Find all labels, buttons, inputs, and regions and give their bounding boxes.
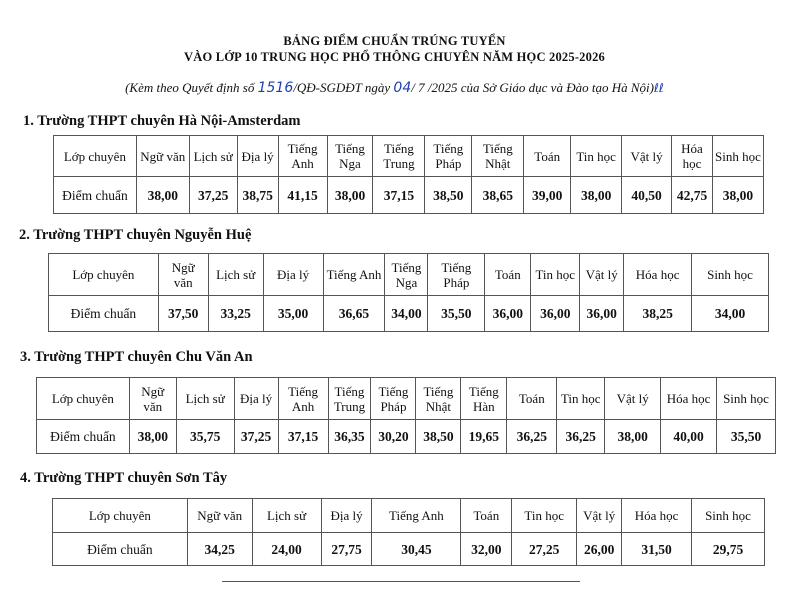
score-cell: 36,00 [485,296,531,332]
subject-cell: Sinh học [712,136,763,177]
subject-cell: Vật lý [622,136,672,177]
score-table-2 [48,253,769,332]
subject-cell: Tiếng Anh [278,378,328,420]
subject-cell: Tiếng Hàn [461,378,507,420]
score-cell: 26,00 [577,533,622,566]
subject-cell: Hóa học [672,136,713,177]
score-cell: 38,00 [605,420,661,454]
score-cell: 34,00 [692,296,769,332]
score-cell: 35,75 [176,420,234,454]
row-label: Lớp chuyên [37,378,130,420]
score-cell: 38,00 [136,177,189,214]
subject-cell: Tiếng Nhật [416,378,461,420]
subject-cell: Vật lý [580,254,624,296]
score-cell: 42,75 [672,177,713,214]
score-cell: 38,00 [327,177,373,214]
subject-cell: Ngữ văn [136,136,189,177]
score-label: Điểm chuẩn [53,533,188,566]
subject-cell: Lịch sử [252,499,321,533]
subject-cell: Sinh học [692,254,769,296]
subject-cell: Ngữ văn [129,378,176,420]
bottom-divider [222,581,580,582]
subject-cell: Địa lý [263,254,323,296]
decree-prefix: (Kèm theo Quyết định số [125,80,255,95]
score-cell: 38,00 [129,420,176,454]
score-cell: 36,00 [531,296,580,332]
score-cell: 32,00 [461,533,512,566]
document-subtitle: VÀO LỚP 10 TRUNG HỌC PHỔ THÔNG CHUYÊN NĂM HỌC 2025-2026 [184,50,605,64]
score-cell: 39,00 [524,177,571,214]
subject-cell: Địa lý [321,499,372,533]
score-cell: 41,15 [278,177,327,214]
score-cell: 35,00 [263,296,323,332]
subject-cell: Tiếng Pháp [428,254,485,296]
decree-reference [0,80,789,96]
score-cell: 35,50 [717,420,776,454]
decree-mid: /QĐ-SGDĐT ngày [293,80,391,95]
score-label: Điểm chuẩn [37,420,130,454]
subject-cell: Tiếng Nga [385,254,428,296]
score-cell: 36,25 [557,420,605,454]
score-cell: 38,50 [425,177,472,214]
row-label: Lớp chuyên [54,136,137,177]
subject-cell: Tin học [512,499,577,533]
score-table-3 [36,377,776,454]
subject-cell: Sinh học [717,378,776,420]
score-cell: 36,65 [323,296,385,332]
score-cell: 34,00 [385,296,428,332]
subject-cell: Ngữ văn [158,254,208,296]
decree-suffix: / 7 /2025 của Sở Giáo dục và Đào tạo Hà Nội) [411,80,654,95]
score-cell: 27,75 [321,533,372,566]
subject-cell: Ngữ văn [187,499,252,533]
score-table-4 [52,498,765,566]
score-cell: 27,25 [512,533,577,566]
subject-cell: Tin học [557,378,605,420]
subject-cell: Hóa học [661,378,717,420]
score-cell: 38,75 [237,177,278,214]
subject-cell: Lịch sử [189,136,237,177]
score-cell: 30,45 [372,533,461,566]
score-cell: 30,20 [371,420,416,454]
score-cell: 40,50 [622,177,672,214]
subject-cell: Hóa học [622,499,692,533]
subject-cell: Toán [485,254,531,296]
subject-cell: Toán [507,378,557,420]
score-cell: 37,15 [373,177,425,214]
subject-cell: Tin học [531,254,580,296]
subject-cell: Hóa học [624,254,692,296]
score-cell: 40,00 [661,420,717,454]
subject-cell: Tiếng Trung [373,136,425,177]
subject-cell: Tin học [571,136,622,177]
score-cell: 38,25 [624,296,692,332]
subject-cell: Tiếng Anh [278,136,327,177]
subject-cell: Tiếng Pháp [371,378,416,420]
decree-day: 04 [393,80,412,96]
subject-cell: Địa lý [237,136,278,177]
score-cell: 19,65 [461,420,507,454]
subject-cell: Vật lý [577,499,622,533]
subject-cell: Sinh học [692,499,765,533]
subject-cell: Lịch sử [176,378,234,420]
score-table-1 [53,135,764,214]
subject-cell: Lịch sử [208,254,263,296]
subject-cell: Tiếng Anh [323,254,385,296]
handwritten-mark: ℓℓ [653,81,664,95]
score-cell: 24,00 [252,533,321,566]
score-cell: 36,00 [580,296,624,332]
section-title-3: 3. Trường THPT chuyên Chu Văn An [20,349,253,365]
subject-cell: Tiếng Pháp [425,136,472,177]
score-cell: 34,25 [187,533,252,566]
score-cell: 36,25 [507,420,557,454]
score-cell: 31,50 [622,533,692,566]
subject-cell: Tiếng Anh [372,499,461,533]
subject-cell: Tiếng Nhật [472,136,524,177]
score-cell: 38,00 [571,177,622,214]
score-cell: 37,15 [278,420,328,454]
score-label: Điểm chuẩn [54,177,137,214]
score-label: Điểm chuẩn [49,296,159,332]
score-cell: 37,25 [234,420,278,454]
section-title-2: 2. Trường THPT chuyên Nguyễn Huệ [19,227,252,243]
score-cell: 37,50 [158,296,208,332]
subject-cell: Toán [524,136,571,177]
score-cell: 29,75 [692,533,765,566]
subject-cell: Địa lý [234,378,278,420]
score-cell: 36,35 [328,420,371,454]
document-title: BẢNG ĐIỂM CHUẨN TRÚNG TUYỂN [283,34,506,48]
section-title-1: 1. Trường THPT chuyên Hà Nội-Amsterdam [23,113,301,129]
score-cell: 38,00 [712,177,763,214]
row-label: Lớp chuyên [53,499,188,533]
row-label: Lớp chuyên [49,254,159,296]
decree-number: 1516 [257,80,294,96]
section-title-4: 4. Trường THPT chuyên Sơn Tây [20,470,228,486]
subject-cell: Vật lý [605,378,661,420]
subject-cell: Tiếng Nga [327,136,373,177]
score-cell: 37,25 [189,177,237,214]
subject-cell: Toán [461,499,512,533]
subject-cell: Tiếng Trung [328,378,371,420]
score-cell: 38,65 [472,177,524,214]
score-cell: 35,50 [428,296,485,332]
score-cell: 33,25 [208,296,263,332]
score-cell: 38,50 [416,420,461,454]
